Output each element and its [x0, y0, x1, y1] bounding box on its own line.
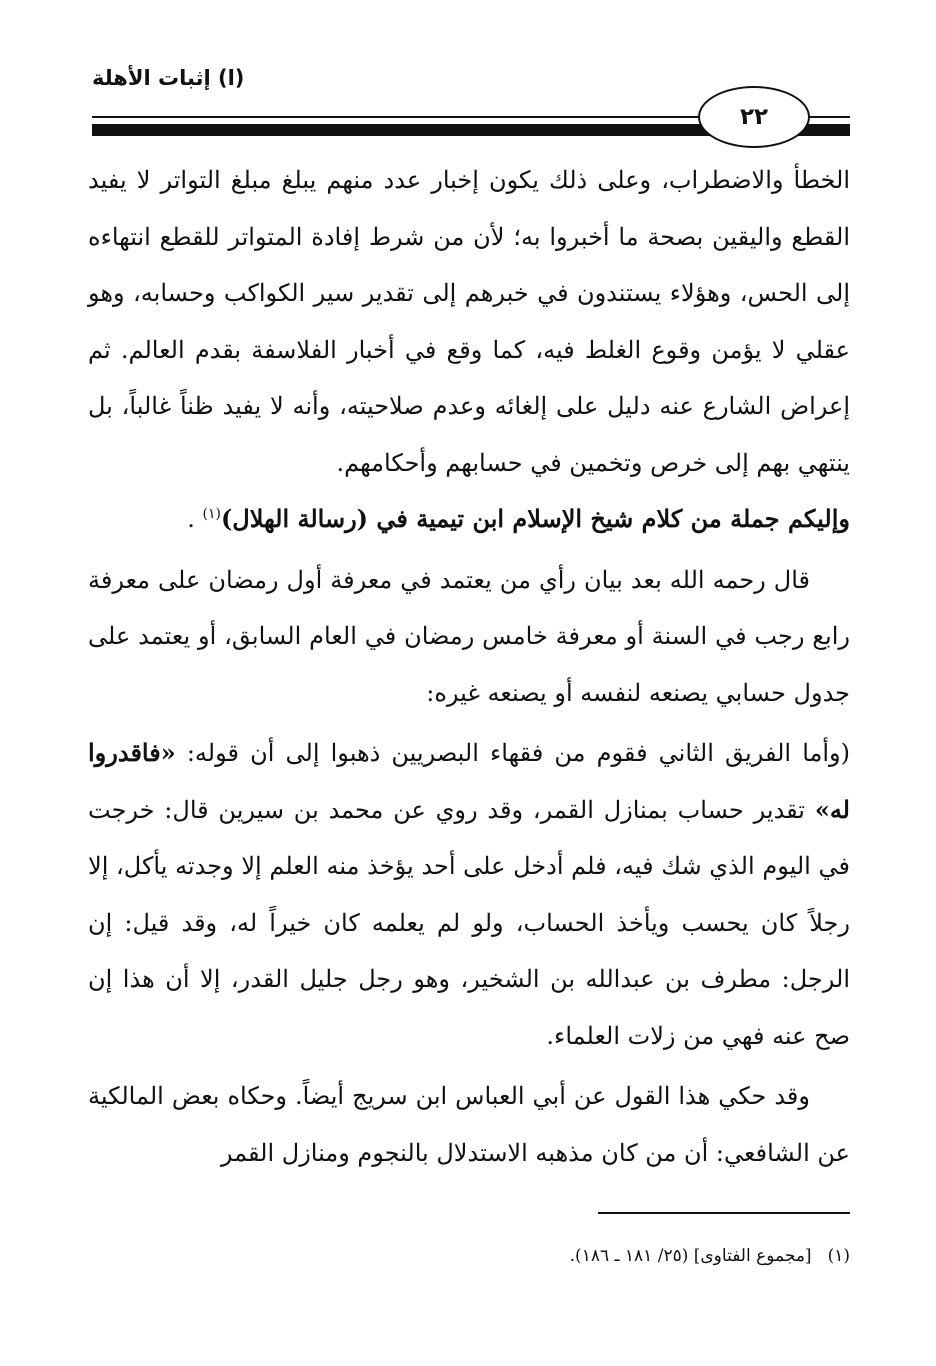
running-header-title: (ا) إثبات الأهلة [92, 66, 245, 90]
heading-quote-intro: وإليكم جملة من كلام شيخ الإسلام ابن تيمية في (رسالة الهلال) [220, 504, 850, 533]
hadith-phrase: «فاقدروا له» [88, 738, 850, 824]
paragraph-2 [88, 491, 850, 548]
footnote [440, 1243, 850, 1269]
footnote-reference: (١) [202, 506, 221, 522]
paragraph-1: الخطأ والاضطراب، وعلى ذلك يكون إخبار عدد منهم يبلغ مبلغ التواتر لا يفيد القطع واليقين بصحة ما أخبروا به؛ لأن من شرط إفادة المتواتر للقطع انتهاءه إلى الحس، وهؤلاء يستندون في خبرهم إلى تقدير سير الكواكب وحسابه، وهو عقلي لا يؤمن وقوع الغلط فيه، كما وقع في أخبار الفلاسفة بقدم العالم. ثم إعراض الشارع عنه دليل على إلغائه وعدم صلاحيته، وأنه لا يفيد ظناً غالباً، بل ينتهي بهم إلى خرص وتخمين في حسابهم وأحكامهم. [88, 166, 850, 477]
page-number: ٢٢ [698, 86, 810, 148]
main-text [88, 152, 850, 1181]
footnote-separator [598, 1212, 850, 1214]
paragraph-3: قال رحمه الله بعد بيان رأي من يعتمد في معرفة أول رمضان على معرفة رابع رجب في السنة أو معرفة خامس رمضان في العام السابق، أو يعتمد على جدول حسابي يصنعه لنفسه أو يصنعه غيره: [88, 565, 850, 707]
paragraph-2-end: . [187, 505, 203, 533]
paragraph-4 [88, 725, 850, 1064]
paragraph-4-rest: تقدير حساب بمنازل القمر، وقد روي عن محمد بن سيرين قال: خرجت في اليوم الذي شك فيه، فلم أدخل على أحد يؤخذ منه العلم إلا وجدته يأكل، إلا رجلاً كان يحسب ويأخذ الحساب، ولو لم يعلمه كان خيراً له، وقد قيل: إن الرجل: مطرف بن عبدالله بن الشخير، وهو رجل جليل القدر، إلا أن هذا إن صح عنه فهي من زلات العلماء. [88, 795, 850, 1050]
footnote-number: (١) [827, 1246, 850, 1266]
footnote-text: [مجموع الفتاوى] (٢٥/ ١٨١ ـ ١٨٦). [569, 1246, 812, 1266]
paragraph-5: وقد حكي هذا القول عن أبي العباس ابن سريج أيضاً. وحكاه بعض المالكية عن الشافعي: أن من كان مذهبه الاستدلال بالنجوم ومنازل القمر [88, 1082, 850, 1167]
paragraph-4-start: (وأما الفريق الثاني فقوم من فقهاء البصريين ذهبوا إلى أن قوله: [175, 739, 850, 767]
